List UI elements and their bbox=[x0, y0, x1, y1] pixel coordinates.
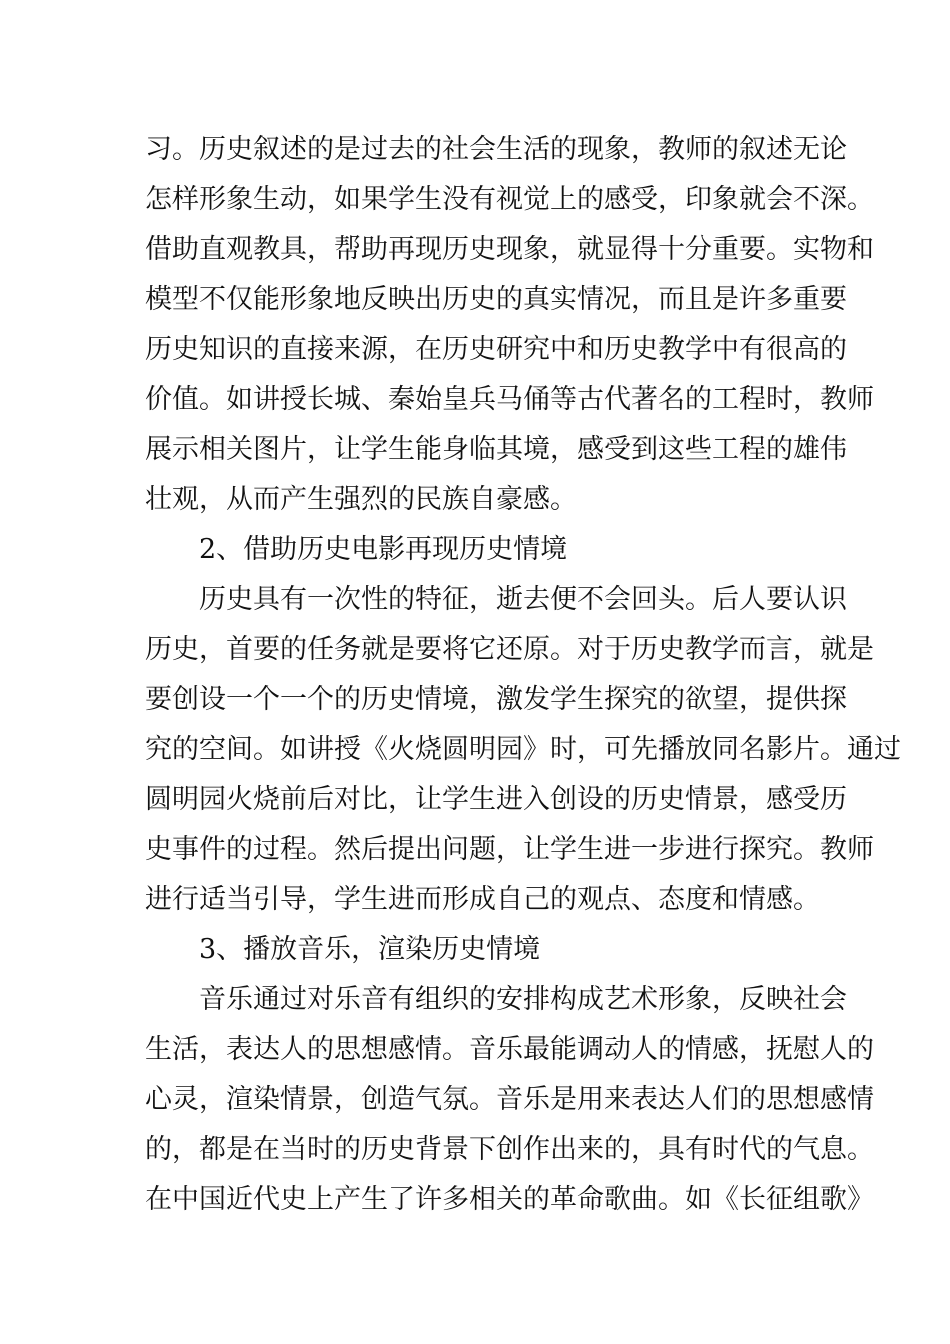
text-line: 历史具有一次性的特征，逝去便不会回头。后人要认识 bbox=[199, 584, 847, 615]
text-line: 史事件的过程。然后提出问题，让学生进一步进行探究。教师 bbox=[145, 834, 874, 865]
text-line: 音乐通过对乐音有组织的安排构成艺术形象，反映社会 bbox=[199, 984, 847, 1015]
text-line: 历史知识的直接来源，在历史研究中和历史教学中有很高的 bbox=[145, 334, 847, 365]
text-line: 生活，表达人的思想感情。音乐最能调动人的情感，抚慰人的 bbox=[145, 1034, 874, 1065]
text-line: 习。历史叙述的是过去的社会生活的现象，教师的叙述无论 bbox=[145, 134, 847, 165]
section-heading: 3、播放音乐，渲染历史情境 bbox=[199, 934, 541, 965]
text-line: 要创设一个一个的历史情境，激发学生探究的欲望，提供探 bbox=[145, 684, 847, 715]
text-line: 在中国近代史上产生了许多相关的革命歌曲。如《长征组歌》 bbox=[145, 1184, 874, 1215]
text-line: 模型不仅能形象地反映出历史的真实情况，而且是许多重要 bbox=[145, 284, 847, 315]
text-line: 圆明园火烧前后对比，让学生进入创设的历史情景，感受历 bbox=[145, 784, 847, 815]
text-line: 展示相关图片，让学生能身临其境，感受到这些工程的雄伟 bbox=[145, 434, 847, 465]
text-line: 历史，首要的任务就是要将它还原。对于历史教学而言，就是 bbox=[145, 634, 874, 665]
text-line: 进行适当引导，学生进而形成自己的观点、态度和情感。 bbox=[145, 884, 820, 915]
text-line: 价值。如讲授长城、秦始皇兵马俑等古代著名的工程时，教师 bbox=[145, 384, 874, 415]
text-line: 壮观，从而产生强烈的民族自豪感。 bbox=[145, 484, 577, 515]
text-line: 怎样形象生动，如果学生没有视觉上的感受，印象就会不深。 bbox=[145, 184, 874, 215]
text-line: 的，都是在当时的历史背景下创作出来的，具有时代的气息。 bbox=[145, 1134, 874, 1165]
text-line: 究的空间。如讲授《火烧圆明园》时，可先播放同名影片。通过 bbox=[145, 734, 901, 765]
text-line: 借助直观教具，帮助再现历史现象，就显得十分重要。实物和 bbox=[145, 234, 874, 265]
section-heading: 2、借助历史电影再现历史情境 bbox=[199, 534, 568, 565]
text-line: 心灵，渲染情景，创造气氛。音乐是用来表达人们的思想感情 bbox=[145, 1084, 874, 1115]
